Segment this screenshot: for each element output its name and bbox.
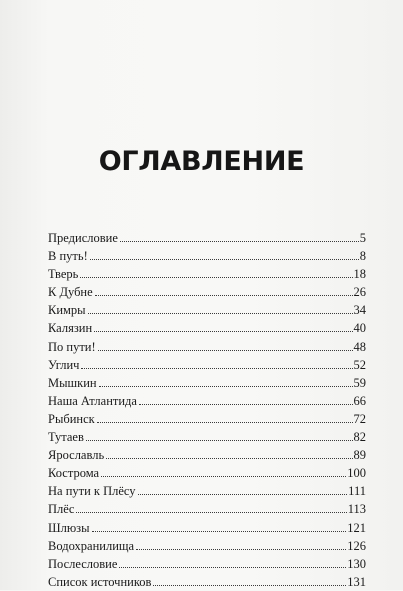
toc-entry bbox=[48, 229, 366, 247]
dot-leader bbox=[139, 404, 353, 405]
toc-entry-page: 130 bbox=[347, 556, 366, 571]
toc-entry bbox=[48, 338, 366, 356]
toc-entry-label: В путь! bbox=[48, 249, 88, 264]
toc-entry bbox=[48, 247, 366, 265]
toc-entry-label: Тутаев bbox=[48, 430, 84, 445]
dot-leader bbox=[76, 512, 346, 513]
dot-leader bbox=[90, 259, 359, 260]
toc-entry bbox=[48, 519, 366, 537]
toc-entry bbox=[48, 374, 366, 392]
toc-entry bbox=[48, 428, 366, 446]
toc-entry-page: 126 bbox=[347, 538, 366, 553]
toc-entry-label: Предисловие bbox=[48, 231, 118, 245]
toc-entry-label: Тверь bbox=[48, 267, 79, 282]
toc-entry-label: Наша Атлантида bbox=[48, 393, 137, 408]
dot-leader bbox=[106, 458, 352, 459]
toc-entry-label: К Дубне bbox=[48, 285, 93, 300]
dot-leader bbox=[119, 567, 346, 568]
dot-leader bbox=[94, 331, 352, 332]
toc-entry-page: 113 bbox=[347, 502, 366, 517]
toc-entry-label: Рыбинск bbox=[48, 411, 95, 426]
toc-entry bbox=[48, 265, 366, 283]
toc-entry-page: 5 bbox=[359, 231, 366, 245]
toc-entry-page: 89 bbox=[353, 448, 366, 463]
toc-entry-label: Водохранилища bbox=[48, 538, 135, 553]
dot-leader bbox=[88, 313, 353, 314]
toc-entry-label: Калязин bbox=[48, 321, 93, 336]
dot-leader bbox=[80, 277, 352, 278]
toc-entry bbox=[48, 573, 366, 591]
dot-leader bbox=[153, 585, 346, 586]
toc-entry bbox=[48, 555, 366, 573]
toc-entry bbox=[48, 356, 366, 374]
toc-entry bbox=[48, 537, 366, 555]
toc-entry-page: 34 bbox=[353, 303, 366, 318]
toc-entry bbox=[48, 500, 366, 518]
dot-leader bbox=[101, 476, 346, 477]
dot-leader bbox=[138, 494, 348, 495]
toc-entry-page: 18 bbox=[353, 267, 366, 282]
toc-entry-page: 121 bbox=[347, 520, 366, 535]
toc-entry bbox=[48, 301, 366, 319]
toc-entry-label: Шлюзы bbox=[48, 520, 90, 535]
toc-entry-page: 72 bbox=[353, 411, 366, 426]
toc-entry-page: 131 bbox=[347, 574, 366, 589]
toc-entry-label: Углич bbox=[48, 357, 80, 372]
page-title: ОГЛАВЛЕНИЕ bbox=[98, 146, 305, 177]
toc-entry-page: 111 bbox=[348, 484, 366, 499]
dot-leader bbox=[136, 549, 346, 550]
toc-entry-page: 82 bbox=[353, 430, 366, 445]
toc-entry bbox=[48, 283, 366, 301]
dot-leader bbox=[95, 295, 353, 296]
toc-entry-page: 52 bbox=[353, 357, 366, 372]
toc-entry bbox=[48, 410, 366, 428]
toc-entry-label: Мышкин bbox=[48, 375, 97, 390]
toc-entry-page: 26 bbox=[353, 285, 366, 300]
toc-entry-page: 59 bbox=[353, 375, 366, 390]
toc-entry-label: На пути к Плёсу bbox=[48, 484, 136, 499]
dot-leader bbox=[120, 241, 359, 242]
toc-entry bbox=[48, 392, 366, 410]
dot-leader bbox=[98, 350, 353, 351]
toc-entry-page: 48 bbox=[353, 339, 366, 354]
toc-entry bbox=[48, 482, 366, 500]
dot-leader bbox=[99, 386, 353, 387]
toc-entry-label: Послесловие bbox=[48, 556, 118, 571]
dot-leader bbox=[97, 422, 353, 423]
toc-entry bbox=[48, 446, 366, 464]
toc-entry-page: 66 bbox=[353, 393, 366, 408]
dot-leader bbox=[81, 368, 352, 369]
toc-entry bbox=[48, 464, 366, 482]
toc-entry-label: Кимры bbox=[48, 303, 86, 318]
dot-leader bbox=[92, 531, 347, 532]
toc-entry-label: По пути! bbox=[48, 339, 96, 354]
toc-entry-page: 100 bbox=[347, 466, 366, 481]
toc-entry bbox=[48, 319, 366, 337]
toc-entry-page: 8 bbox=[359, 249, 366, 264]
toc-entry-page: 40 bbox=[353, 321, 366, 336]
table-of-contents bbox=[48, 229, 366, 591]
toc-entry-label: Плёс bbox=[48, 502, 75, 517]
toc-entry-label: Кострома bbox=[48, 466, 100, 481]
dot-leader bbox=[86, 440, 353, 441]
toc-entry-label: Ярославль bbox=[48, 448, 105, 463]
toc-entry-label: Список источников bbox=[48, 574, 152, 589]
